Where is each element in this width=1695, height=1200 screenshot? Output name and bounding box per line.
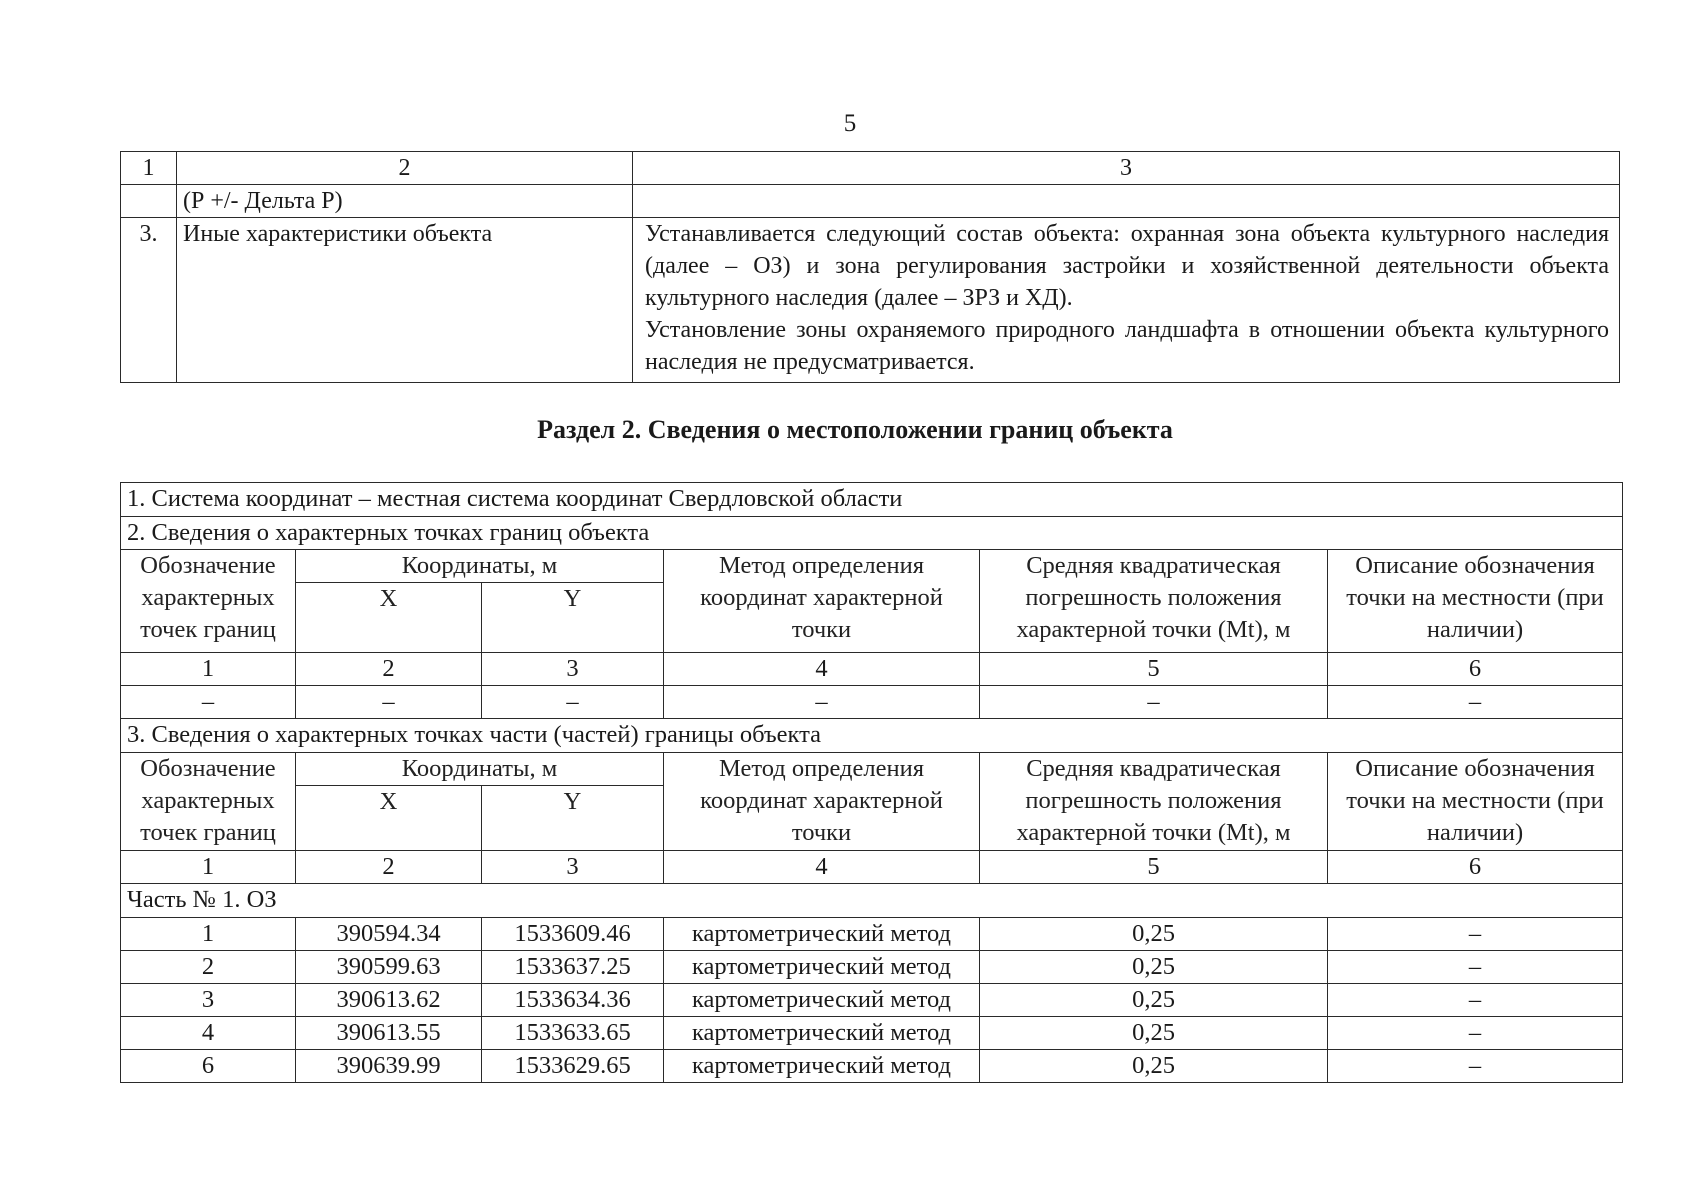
- object-composition-paragraph: Устанавливается следующий состав объекта: охранная зона объекта культурного наследия (далее – ОЗ) и зона регулирования застройки и хозяйственной деятельности объекта культурного наследия (далее – ЗРЗ и ХД).: [645, 221, 1609, 311]
- characteristic-name: (Р +/- Дельта Р): [177, 185, 633, 218]
- empty-cell: –: [664, 686, 980, 719]
- table-header-row: [121, 152, 1620, 185]
- method-cell: картометрический метод: [664, 951, 980, 984]
- y-coordinate: 1533609.46: [482, 918, 664, 951]
- empty-data-row: [121, 686, 1623, 719]
- column-number: 1: [121, 851, 296, 884]
- description-header: Описание обозначения точки на местности (при наличии): [1328, 550, 1623, 653]
- method-header: Метод определения координат характерной точки: [664, 753, 980, 851]
- y-coordinate: 1533629.65: [482, 1050, 664, 1083]
- coordinates-header: Координаты, м: [296, 550, 664, 583]
- error-cell: 0,25: [980, 1050, 1328, 1083]
- empty-cell: –: [1328, 686, 1623, 719]
- column-number: 5: [980, 653, 1328, 686]
- x-coordinate: 390613.55: [296, 1017, 482, 1050]
- error-header: Средняя квадратическая погрешность положения характерной точки (Mt), м: [980, 753, 1328, 851]
- description-cell: –: [1328, 1050, 1623, 1083]
- description-cell: –: [1328, 951, 1623, 984]
- characteristic-value: [633, 185, 1620, 218]
- column-number: 2: [296, 653, 482, 686]
- column-number-2: 2: [177, 152, 633, 185]
- coordinates-header: Координаты, м: [296, 753, 664, 786]
- column-number-1: 1: [121, 152, 177, 185]
- table-row: [121, 1050, 1623, 1083]
- description-cell: –: [1328, 1017, 1623, 1050]
- section-3-label: 3. Сведения о характерных точках части (частей) границы объекта: [121, 719, 1623, 753]
- landscape-zone-paragraph: Установление зоны охраняемого природного ландшафта в отношении объекта культурного наследия не предусматривается.: [645, 317, 1609, 375]
- method-cell: картометрический метод: [664, 1050, 980, 1083]
- section-title: Раздел 2. Сведения о местоположении границ объекта: [537, 415, 1173, 444]
- section-row: [121, 719, 1623, 753]
- table-row: [121, 1017, 1623, 1050]
- page-number: 5: [843, 110, 857, 137]
- column-number: 4: [664, 653, 980, 686]
- x-header: X: [296, 583, 482, 653]
- row-number-cell: 3.: [121, 218, 177, 383]
- part-row: [121, 884, 1623, 918]
- y-coordinate: 1533637.25: [482, 951, 664, 984]
- table-row: [121, 918, 1623, 951]
- point-number: 1: [121, 918, 296, 951]
- method-header: Метод определения координат характерной точки: [664, 550, 980, 653]
- section-2-label: 2. Сведения о характерных точках границ объекта: [121, 517, 1623, 550]
- column-number: 1: [121, 653, 296, 686]
- section-row: [121, 517, 1623, 550]
- empty-cell: –: [296, 686, 482, 719]
- error-cell: 0,25: [980, 1017, 1328, 1050]
- description-cell: –: [1328, 918, 1623, 951]
- table-row: [121, 984, 1623, 1017]
- boundary-points-table: [120, 482, 1623, 1083]
- characteristic-name: Иные характеристики объекта: [177, 218, 633, 383]
- x-coordinate: 390639.99: [296, 1050, 482, 1083]
- column-number-3: 3: [633, 152, 1620, 185]
- method-cell: картометрический метод: [664, 1017, 980, 1050]
- description-header: Описание обозначения точки на местности (при наличии): [1328, 753, 1623, 851]
- point-number: 6: [121, 1050, 296, 1083]
- point-number: 2: [121, 951, 296, 984]
- column-number: 3: [482, 653, 664, 686]
- characteristics-table: [120, 151, 1620, 383]
- column-numbers-row: [121, 653, 1623, 686]
- table-row: [121, 218, 1620, 383]
- designation-header: Обозначение характерных точек границ: [121, 753, 296, 851]
- x-coordinate: 390599.63: [296, 951, 482, 984]
- y-header: Y: [482, 786, 664, 851]
- empty-cell: –: [482, 686, 664, 719]
- error-cell: 0,25: [980, 951, 1328, 984]
- description-cell: –: [1328, 984, 1623, 1017]
- column-number: 2: [296, 851, 482, 884]
- column-number: 4: [664, 851, 980, 884]
- header-row: [121, 753, 1623, 786]
- error-cell: 0,25: [980, 918, 1328, 951]
- table-row: [121, 185, 1620, 218]
- coordinate-system-label: 1. Система координат – местная система координат Свердловской области: [121, 483, 1623, 517]
- empty-cell: –: [980, 686, 1328, 719]
- x-coordinate: 390594.34: [296, 918, 482, 951]
- method-cell: картометрический метод: [664, 984, 980, 1017]
- characteristic-value: [633, 218, 1620, 383]
- column-number: 3: [482, 851, 664, 884]
- row-number-cell: [121, 185, 177, 218]
- y-header: Y: [482, 583, 664, 653]
- column-number: 5: [980, 851, 1328, 884]
- x-coordinate: 390613.62: [296, 984, 482, 1017]
- empty-cell: –: [121, 686, 296, 719]
- y-coordinate: 1533634.36: [482, 984, 664, 1017]
- designation-header: Обозначение характерных точек границ: [121, 550, 296, 653]
- error-header: Средняя квадратическая погрешность положения характерной точки (Mt), м: [980, 550, 1328, 653]
- y-coordinate: 1533633.65: [482, 1017, 664, 1050]
- method-cell: картометрический метод: [664, 918, 980, 951]
- x-header: X: [296, 786, 482, 851]
- point-number: 4: [121, 1017, 296, 1050]
- column-number: 6: [1328, 851, 1623, 884]
- error-cell: 0,25: [980, 984, 1328, 1017]
- column-number: 6: [1328, 653, 1623, 686]
- header-row: [121, 550, 1623, 583]
- coordinate-system-row: [121, 483, 1623, 517]
- point-number: 3: [121, 984, 296, 1017]
- table-row: [121, 951, 1623, 984]
- column-numbers-row: [121, 851, 1623, 884]
- part-label: Часть № 1. ОЗ: [121, 884, 1623, 918]
